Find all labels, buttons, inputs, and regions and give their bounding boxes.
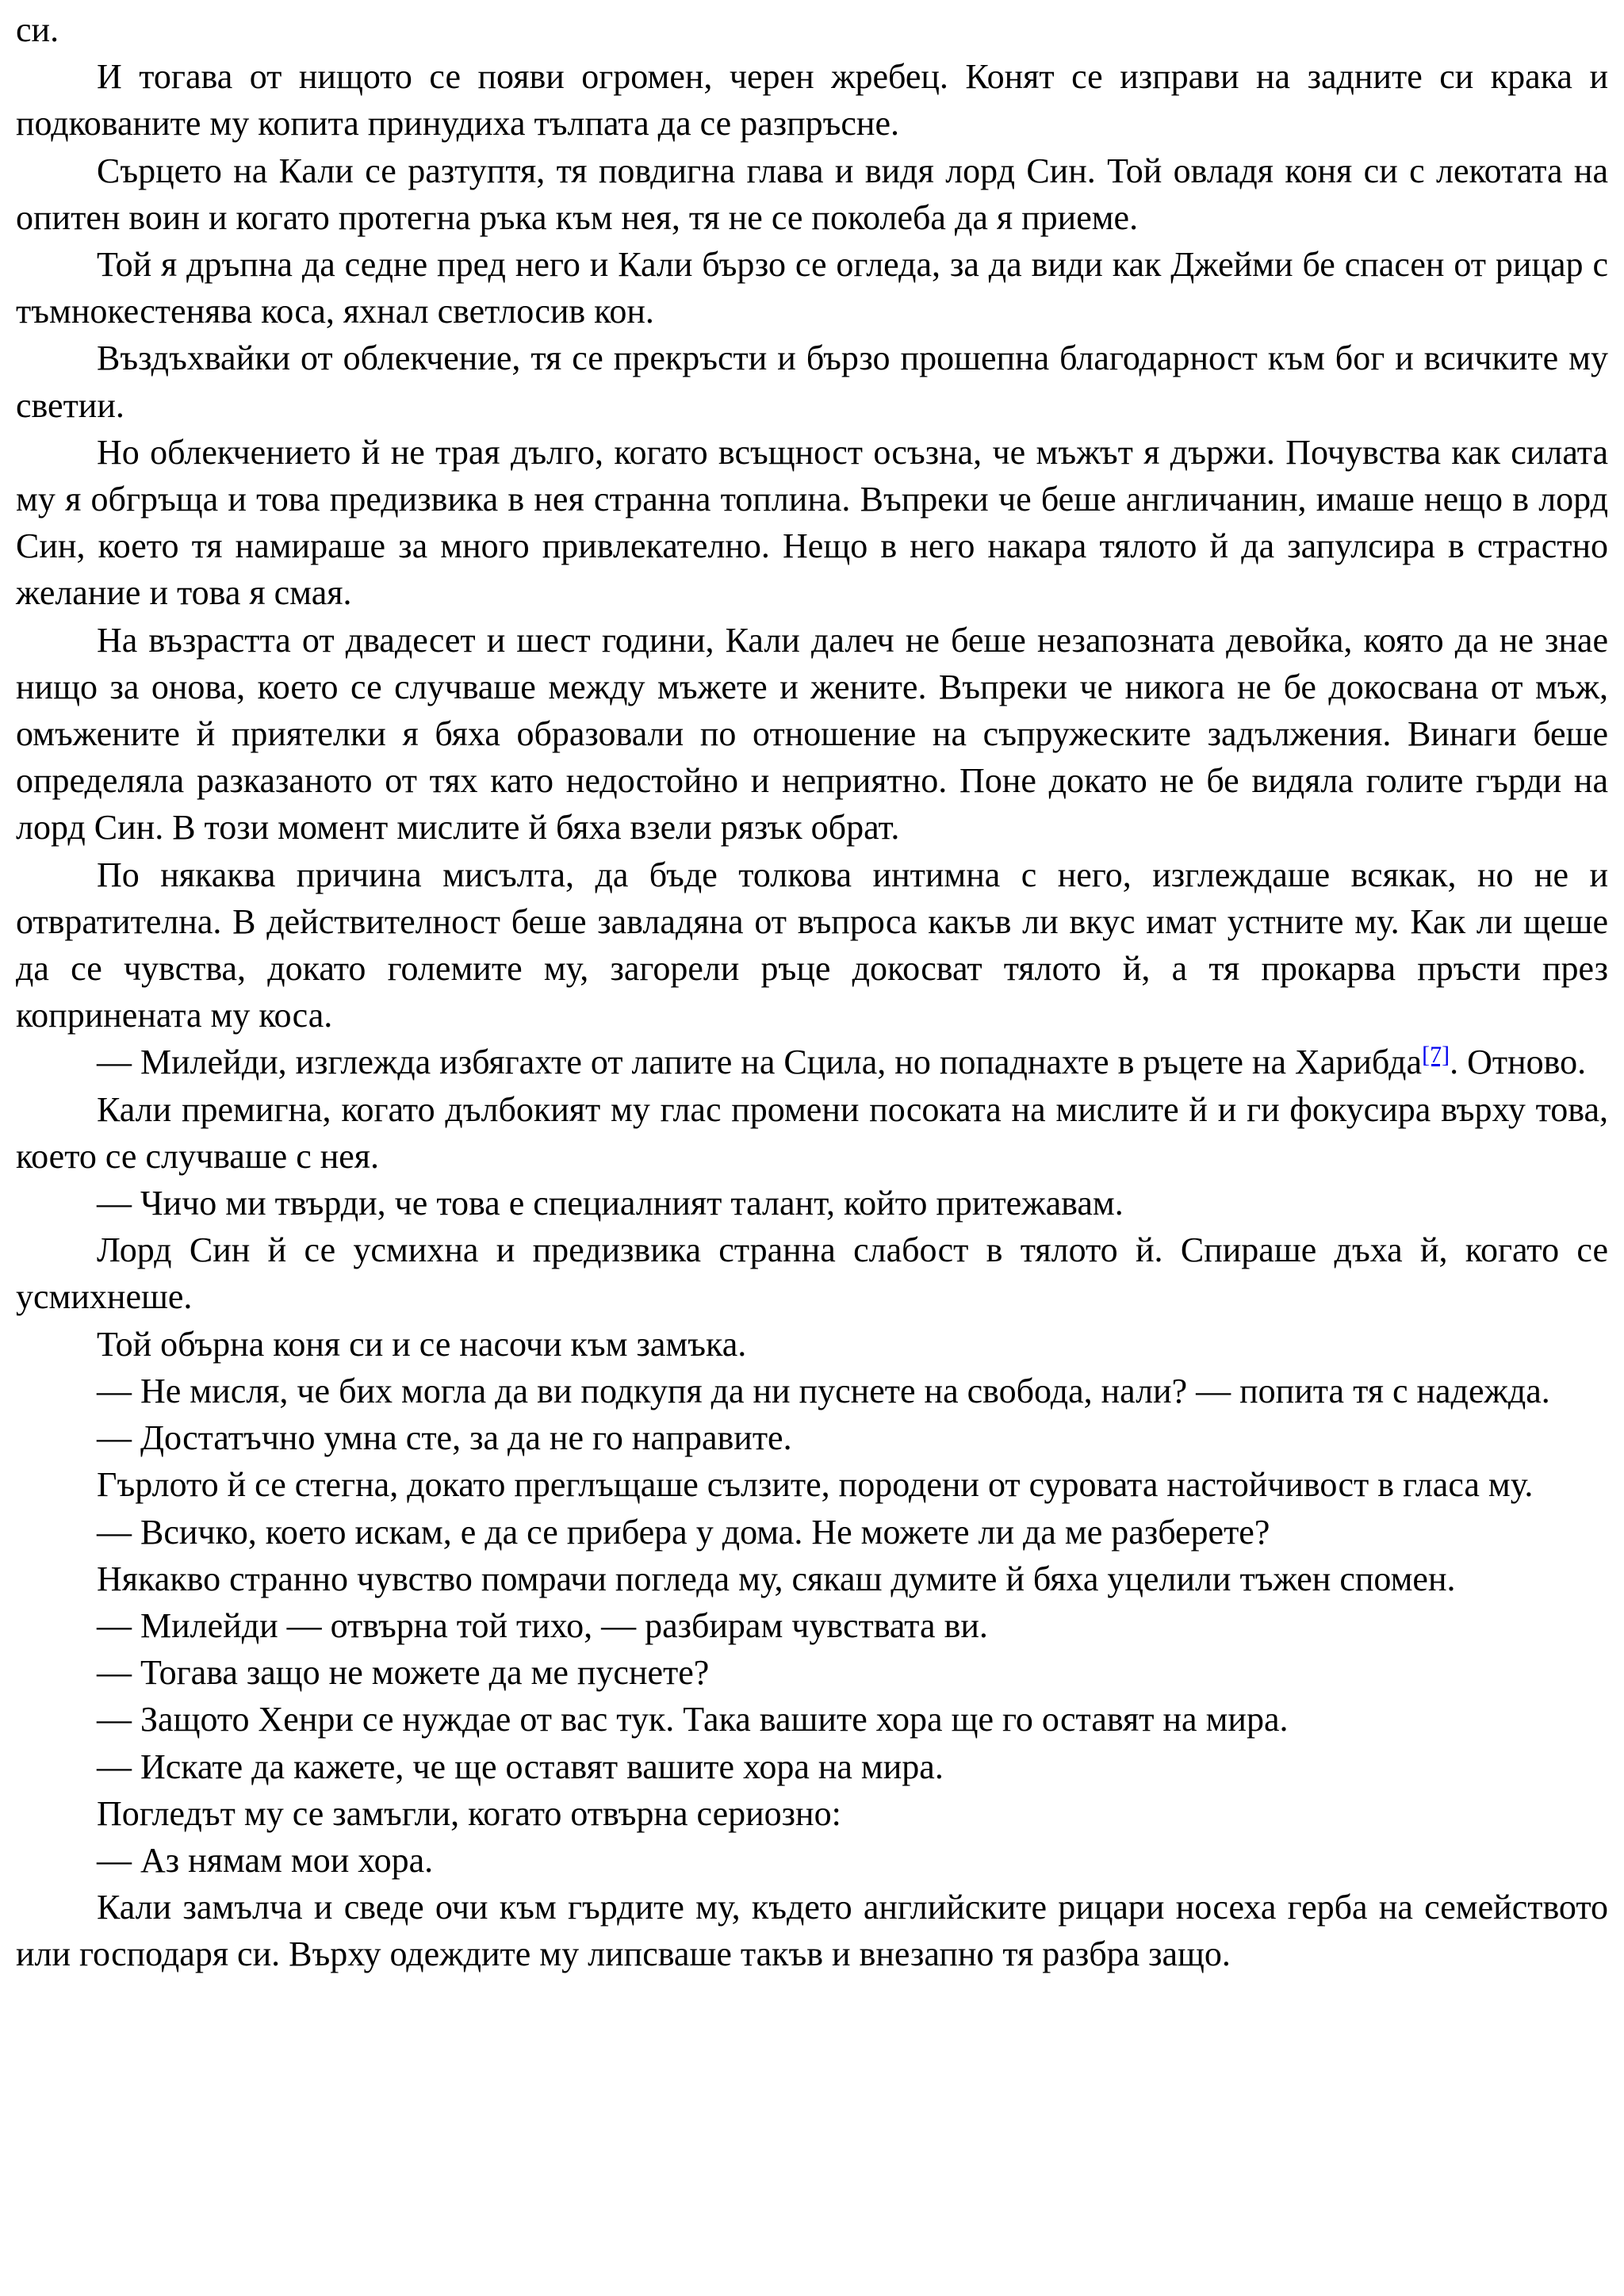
paragraph: — Аз нямам мои хора. <box>97 1840 434 1880</box>
footnote-link[interactable]: [7] <box>1422 1042 1450 1069</box>
paragraph: Някакво странно чувство помрачи погледа му, сякаш думите й бяха уцелили тъжен спомен. <box>97 1559 1456 1598</box>
paragraph: И тогава от нищото се появи огромен, черен жребец. Конят се изправи на задните си крака и подкованите му копита принудиха тълпата да се разпръсне. <box>16 57 1608 144</box>
footnote-paragraph-tail: . Отново. <box>1450 1043 1587 1082</box>
paragraph: На възрастта от двадесет и шест години, Кали далеч не беше незапозната девойка, която да не знае нищо за онова, което се случваше между мъжете и жените. Въпреки че никога не бе докосвана от мъж, омъжените й приятелки я бяха образовали по отношение на съпружеските задължения. Винаги беше определяла разказаното от тях като недостойно и неприятно. Поне докато не бе видяла голите гърди на лорд Син. В този момент мислите й бяха взели рязък обрат. <box>16 620 1608 848</box>
paragraph: Но облекчението й не трая дълго, когато всъщност осъзна, че мъжът я държи. Почувства как силата му я обгръща и това предизвика в нея странна топлина. Въпреки че беше англичанин, имаше нещо в лорд Син, което тя намираше за много привлекателно. Нещо в него накара тялото й да запулсира в страстно желание и това я смая. <box>16 432 1608 613</box>
footnote-paragraph-text: — Милейди, изглежда избягахте от лапите на Сцила, но попаднахте в ръцете на Харибда <box>97 1043 1423 1082</box>
paragraph: Той обърна коня си и се насочи към замъка. <box>97 1324 747 1364</box>
paragraph: Сърцето на Кали се разтуптя, тя повдигна глава и видя лорд Син. Той овладя коня си с лекотата на опитен воин и когато протегна ръка към нея, тя не се поколеба да я приеме. <box>16 151 1608 237</box>
paragraph-continuation: си. <box>16 10 59 49</box>
paragraph: — Тогава защо не можете да ме пуснете? <box>97 1653 710 1693</box>
paragraph: Гърлото й се стегна, докато преглъщаше сълзите, породени от суровата настойчивост в гласа му. <box>97 1465 1534 1505</box>
book-page <box>16 6 1608 1978</box>
paragraph-with-footnote <box>16 1039 1608 1085</box>
paragraph: — Достатъчно умна сте, за да не го направите. <box>97 1418 792 1458</box>
paragraph: Погледът му се замъгли, когато отвърна сериозно: <box>97 1793 841 1833</box>
paragraph: Лорд Син й се усмихна и предизвика странна слабост в тялото й. Спираше дъха й, когато се усмихнеше. <box>16 1230 1608 1317</box>
paragraph: — Не мисля, че бих могла да ви подкупя да ни пуснете на свобода, нали? — попита тя с надежда. <box>97 1371 1550 1410</box>
paragraph: — Милейди — отвърна той тихо, — разбирам чувствата ви. <box>97 1605 988 1645</box>
paragraph: — Искате да кажете, че ще оставят вашите хора на мира. <box>97 1747 944 1786</box>
paragraph: Въздъхвайки от облекчение, тя се прекръсти и бързо прошепна благодарност към бог и всичките му светии. <box>16 339 1608 425</box>
paragraph: Той я дръпна да седне пред него и Кали бързо се огледа, за да види как Джейми бе спасен от рицар с тъмнокестенява коса, яхнал светлосив кон. <box>16 245 1608 331</box>
paragraph: — Защото Хенри се нуждае от вас тук. Така вашите хора ще го оставят на мира. <box>97 1700 1289 1739</box>
paragraph: Кали премигна, когато дълбокият му глас промени посоката на мислите й и ги фокусира върху това, което се случваше с нея. <box>16 1089 1608 1176</box>
paragraph: — Всичко, което искам, е да се прибера у дома. Не можете ли да ме разберете? <box>97 1512 1270 1552</box>
paragraph: Кали замълча и сведе очи към гърдите му, където английските рицари носеха герба на семейството или господаря си. Върху одеждите му липсваше такъв и внезапно тя разбра защо. <box>16 1888 1608 1974</box>
paragraph: — Чичо ми твърди, че това е специалният талант, който притежавам. <box>97 1184 1124 1223</box>
paragraph: По някаква причина мисълта, да бъде толкова интимна с него, изглеждаше всякак, но не и отвратителна. В действителност беше завладяна от въпроса какъв ли вкус имат устните му. Как ли щеше да се чувства, докато големите му, загорели ръце докосват тялото й, а тя прокарва пръсти през копринената му коса. <box>16 855 1608 1035</box>
